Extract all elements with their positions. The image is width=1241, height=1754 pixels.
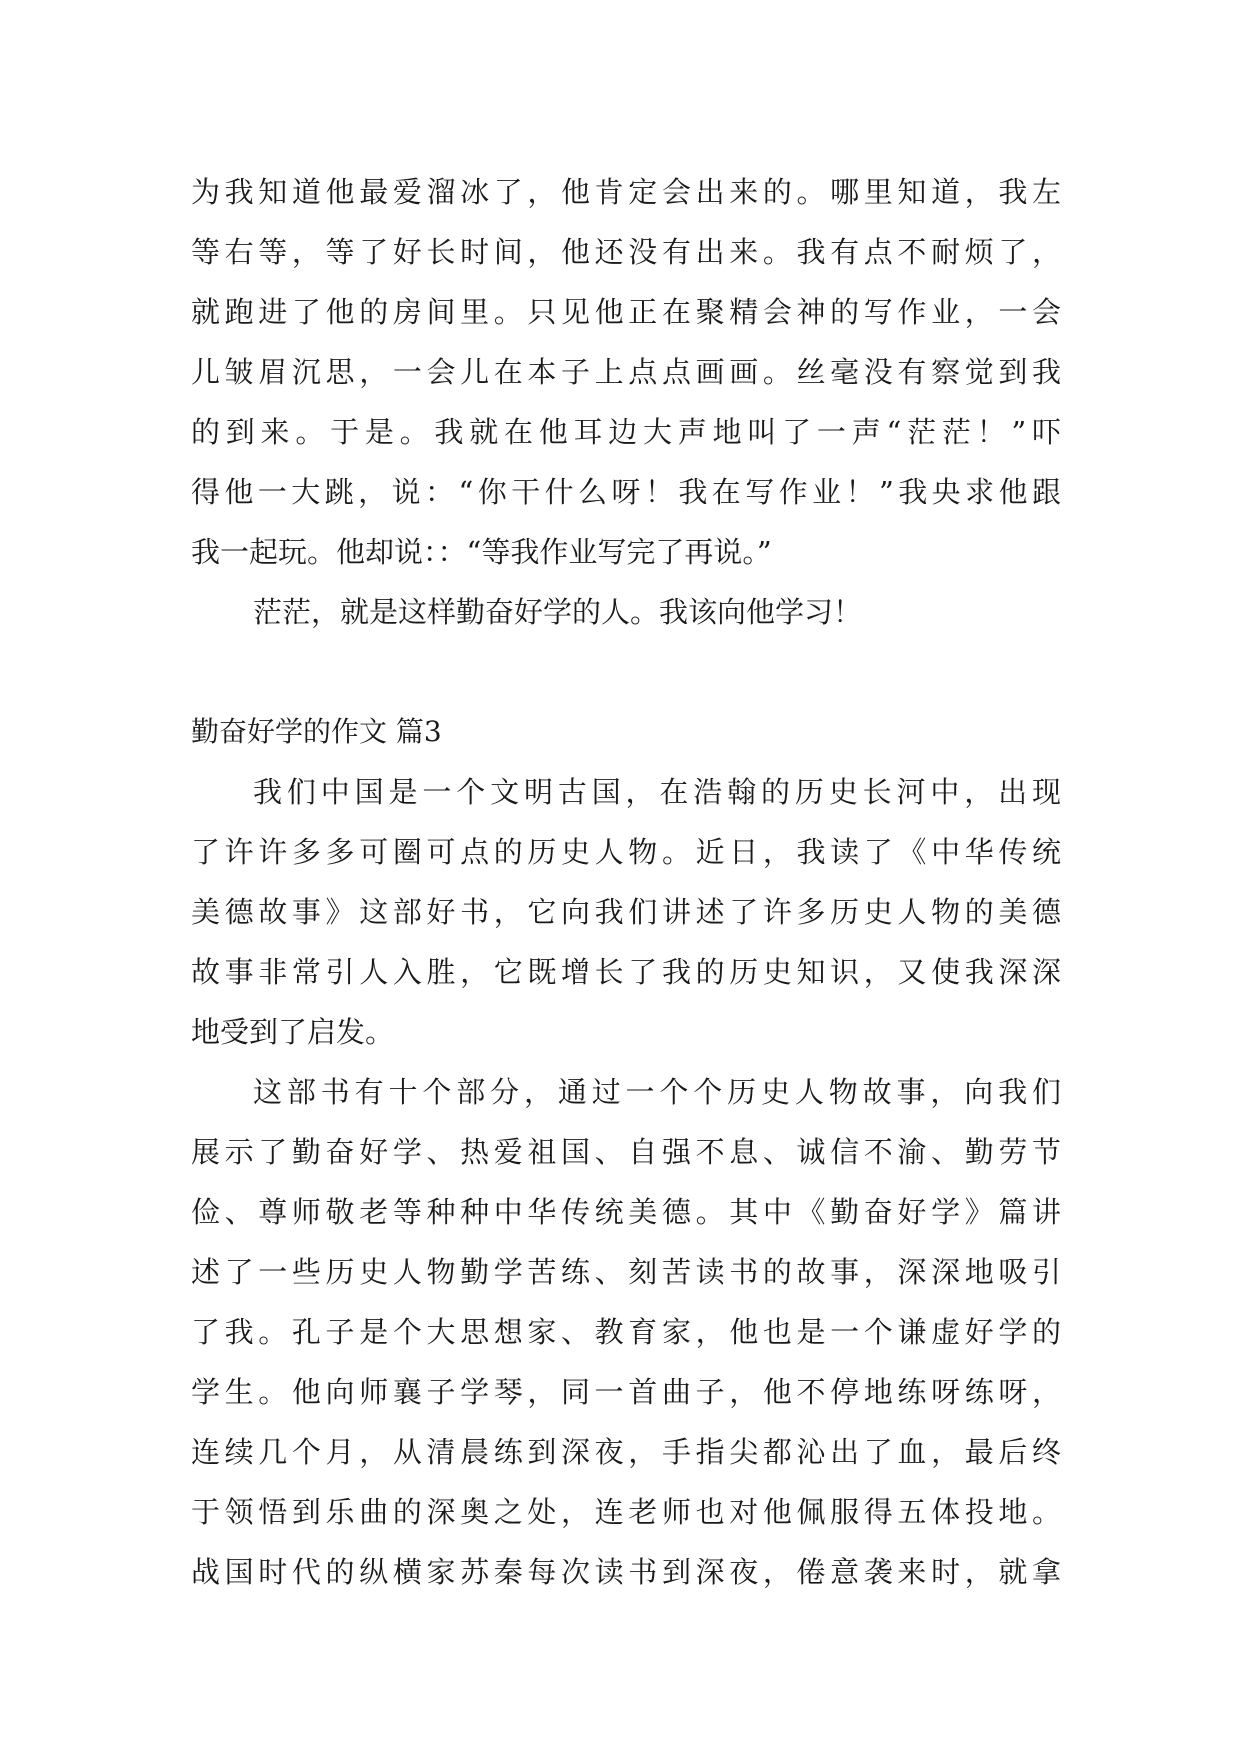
document-body (191, 162, 1061, 1602)
text-line: 我们中国是一个文明古国，在浩翰的历史长河中，出现 (253, 775, 1061, 809)
paragraph-intro (191, 762, 1061, 1062)
section-spacer (191, 642, 1061, 702)
text-line: 学生。他向师襄子学琴，同一首曲子，他不停地练呀练呀， (191, 1375, 1061, 1409)
text-line: 为我知道他最爱溜冰了，他肯定会出来的。哪里知道，我左 (191, 175, 1061, 209)
text-line: 了许许多多可圈可点的历史人物。近日，我读了《中华传统 (191, 835, 1061, 869)
paragraph-continued (191, 162, 1061, 582)
text-line: 等右等，等了好长时间，他还没有出来。我有点不耐烦了， (191, 235, 1061, 269)
text-line: 俭、尊师敬老等种种中华传统美德。其中《勤奋好学》篇讲 (191, 1195, 1061, 1229)
text-line: 战国时代的纵横家苏秦每次读书到深夜，倦意袭来时，就拿 (191, 1555, 1061, 1589)
text-line: 展示了勤奋好学、热爱祖国、自强不息、诚信不渝、勤劳节 (191, 1135, 1061, 1169)
text-line: 这部书有十个部分，通过一个个历史人物故事，向我们 (253, 1075, 1061, 1109)
text-line: 我一起玩。他却说：：“等我作业写完了再说。” (191, 535, 772, 569)
text-line: 就跑进了他的房间里。只见他正在聚精会神的写作业，一会 (191, 295, 1061, 329)
text-line: 述了一些历史人物勤学苦练、刻苦读书的故事，深深地吸引 (191, 1255, 1061, 1289)
text-line: 故事非常引人入胜，它既增长了我的历史知识，又使我深深 (191, 955, 1061, 989)
text-line: 的到来。于是。我就在他耳边大声地叫了一声“茫茫！”吓 (191, 415, 1061, 449)
text-line: 美德故事》这部好书，它向我们讲述了许多历史人物的美德 (191, 895, 1061, 929)
paragraph-book (191, 1062, 1061, 1602)
text-line: 了我。孔子是个大思想家、教育家，他也是一个谦虚好学的 (191, 1315, 1061, 1349)
text-line: 于领悟到乐曲的深奥之处，连老师也对他佩服得五体投地。 (191, 1495, 1061, 1529)
section-heading: 勤奋好学的作文 篇3 (191, 715, 442, 748)
text-line: 儿皱眉沉思，一会儿在本子上点点画画。丝毫没有察觉到我 (191, 355, 1061, 389)
text-line: 地受到了启发。 (191, 1015, 395, 1049)
paragraph-conclusion: 茫茫，就是这样勤奋好学的人。我该向他学习！ (253, 595, 863, 629)
text-line: 得他一大跳，说：“你干什么呀！我在写作业！”我央求他跟 (191, 475, 1061, 509)
text-line: 连续几个月，从清晨练到深夜，手指尖都沁出了血，最后终 (191, 1435, 1061, 1469)
